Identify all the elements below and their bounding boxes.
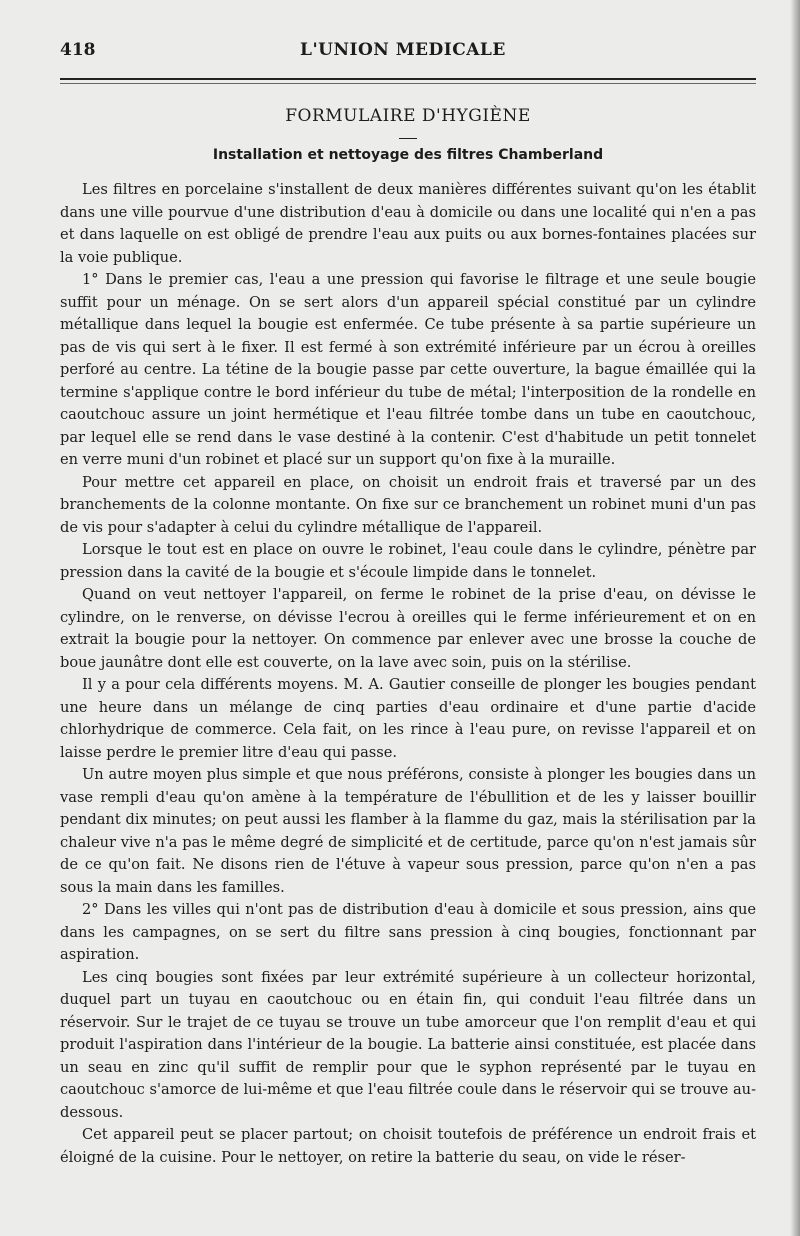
paragraph: Cet appareil peut se placer partout; on choisit toutefois de préférence un endroit frais et éloigné de la cuisine. Pour le nettoyer, on retire la batterie du seau, on vide le réser- bbox=[60, 1126, 756, 1166]
paragraph: Quand on veut nettoyer l'appareil, on ferme le robinet de la prise d'eau, on dévisse le cylindre, on le renverse, on dévisse l'ecrou à oreilles qui le ferme inférieurement et on en extrait la bougie pour la nettoyer. On commence par enlever avec une brosse la couche de boue jaunâtre dont elle est couverte, on la lave avec soin, puis on la stérilise. bbox=[60, 586, 756, 671]
header-rule bbox=[60, 78, 756, 80]
article-body bbox=[60, 179, 756, 1169]
paragraph: Il y a pour cela différents moyens. M. A. Gautier conseille de plonger les bougies pendant une heure dans un mélange de cinq parties d'eau ordinaire et d'une partie d'acide chlorhydrique de commerce. Cela fait, on les rince à l'eau pure, on revisse l'appareil et on laisse perdre le premier litre d'eau qui passe. bbox=[60, 676, 756, 761]
paragraph: Pour mettre cet appareil en place, on choisit un endroit frais et traversé par un des branchements de la colonne montante. On fixe sur ce branchement un robinet muni d'un pas de vis pour s'adapter à celui du cylindre métallique de l'appareil. bbox=[60, 473, 756, 536]
page-number: 418 bbox=[60, 40, 96, 60]
running-title: L'UNION MEDICALE bbox=[300, 40, 506, 60]
title-divider bbox=[399, 138, 417, 139]
paragraph: Lorsque le tout est en place on ouvre le robinet, l'eau coule dans le cylindre, pénètre par pression dans la cavité de la bougie et s'écoule limpide dans le tonnelet. bbox=[60, 541, 756, 581]
paragraph: Les cinq bougies sont fixées par leur extrémité supérieure à un collecteur horizontal, duquel part un tuyau en caoutchouc ou en étain fin, qui conduit l'eau filtrée dans un réservoir. Sur le trajet de ce tuyau se trouve un tube amorceur que l'on remplit d'eau et qui produit l'aspiration dans l'intérieur de la bougie. La batterie ainsi constituée, est placée dans un seau en zinc qu'il suffit de remplir pour que le syphon représenté par le tuyau en caoutchouc s'amorce de lui-même et que l'eau filtrée coule dans le réservoir qui se trouve au-dessous. bbox=[60, 968, 756, 1121]
article-subtitle: Installation et nettoyage des filtres Chamberland bbox=[212, 147, 604, 163]
paragraph: 2° Dans les villes qui n'ont pas de distribution d'eau à domicile et sous pression, ains que dans les campagnes, on se sert du filtre sans pression à cinq bougies, fonctionnant par aspiration. bbox=[60, 901, 756, 963]
section-title: FORMULAIRE D'HYGIÈNE bbox=[285, 106, 531, 126]
paragraph: Les filtres en porcelaine s'installent de deux manières différentes suivant qu'on les établit dans une ville pourvue d'une distribution d'eau à domicile ou dans une localité qui n'en a pas et dans laquelle on est obligé de prendre l'eau aux puits ou aux bornes-fontaines placées sur la voie publique. bbox=[60, 181, 756, 266]
header-rule-thin bbox=[60, 83, 756, 84]
page-header bbox=[60, 40, 756, 70]
paragraph: 1° Dans le premier cas, l'eau a une pression qui favorise le filtrage et une seule bougie suffit pour un ménage. On se sert alors d'un appareil spécial constitué par un cylindre métallique dans lequel la bougie est enfermée. Ce tube présente à sa partie supérieure un pas de vis qui sert à le fixer. Il est fermé à son extrémité inférieure par un écrou à oreilles perforé au centre. La tétine de la bougie passe par cette ouverture, la bague émaillée qui la termine s'applique contre le bord inférieur du tube de métal; l'interposition de la rondelle en caoutchouc assure un joint hermétique et l'eau filtrée tombe dans un tube en caoutchouc, par lequel elle se rend dans le vase destiné à la contenir. C'est d'habitude un petit tonnelet en verre muni d'un robinet et placé sur un support qu'on fixe à la muraille. bbox=[60, 271, 756, 468]
paragraph: Un autre moyen plus simple et que nous préférons, consiste à plonger les bougies dans un vase rempli d'eau qu'on amène à la température de l'ébullition et de les y laisser bouillir pendant dix minutes; on peut aussi les flamber à la flamme du gaz, mais la stérilisation par la chaleur vive n'a pas le même degré de simplicité et de certitude, parce qu'on n'est jamais sûr de ce qu'on fait. Ne disons rien de l'étuve à vapeur sous pression, parce qu'on n'en a pas sous la main dans les familles. bbox=[60, 766, 756, 896]
